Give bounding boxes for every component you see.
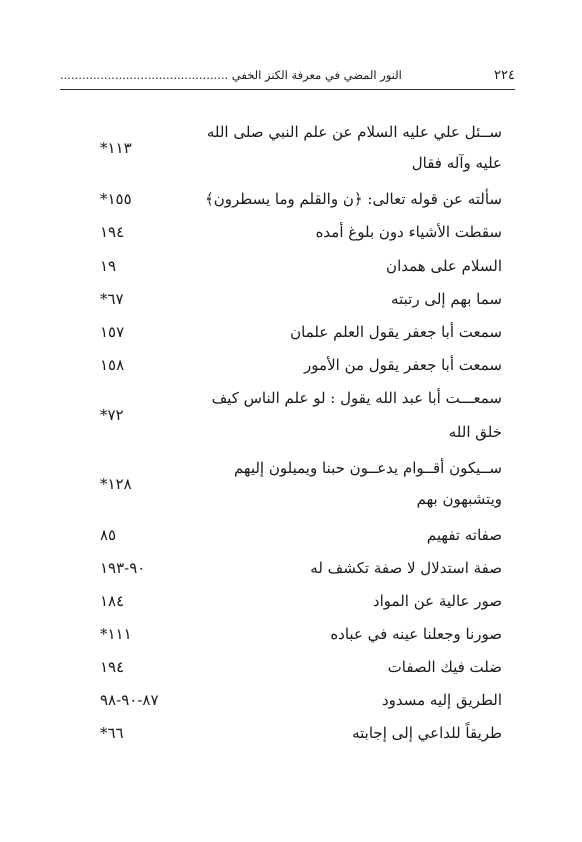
index-entry: [100, 718, 502, 749]
entry-pages: ١١١*: [100, 625, 132, 643]
entry-pages: ١٩: [100, 257, 117, 275]
index-entry: [100, 317, 502, 348]
entry-pages: ١٩٤: [100, 658, 125, 676]
entry-text-line: سمعـــت أبا عبد الله يقول : لو علم الناس كيف: [211, 389, 502, 407]
index-entry: [100, 117, 502, 179]
entry-pages: ١٥٧: [100, 323, 125, 341]
entry-text-line: صفة استدلال لا صفة تكشف له: [310, 559, 502, 577]
entry-text-line: سألته عن قوله تعالى: ﴿ن والقلم وما يسطرون﴾: [204, 190, 502, 208]
entry-pages: ٨٥: [100, 526, 117, 544]
entry-text-line: صور عالية عن المواد: [372, 592, 502, 610]
entry-text-line: عليه وآله فقال: [411, 154, 502, 172]
entry-text-line: صورنا وجعلنا عينه في عباده: [330, 625, 502, 643]
entry-pages: ٨٧-٩٠-٩٨: [100, 691, 159, 709]
entry-text-line: ســيكون أقــوام يدعــون حبنا ويميلون إليهم: [233, 459, 502, 477]
running-title: النور المضي في معرفة الكنز الخفي ..............................................: [60, 68, 402, 82]
entry-text-line: السلام على همدان: [386, 257, 502, 275]
entry-pages: ١١٣*: [100, 139, 132, 157]
page-number: ٢٢٤: [494, 67, 515, 83]
index-entry: [100, 652, 502, 683]
index-entry: [100, 251, 502, 282]
index-entry: [100, 184, 502, 215]
entry-pages: ١٥٥*: [100, 190, 132, 208]
index-entry: [100, 685, 502, 716]
entry-text-line: سمعت أبا جعفر يقول العلم علمان: [290, 323, 502, 341]
entry-pages: ٩٠-١٩٣: [100, 559, 146, 577]
index-entry: [100, 553, 502, 584]
entry-pages: ٧٢*: [100, 406, 124, 424]
index-entry: [100, 217, 502, 248]
entry-text-line: صفاته تفهيم: [426, 526, 502, 544]
index-entry: [100, 453, 502, 515]
entry-text-line: ضلت فيك الصفات: [387, 658, 502, 676]
entry-pages: ١٩٤: [100, 223, 125, 241]
entry-text-line: سقطت الأشياء دون بلوغ أمده: [315, 223, 502, 241]
entry-text-line: خلق الله: [448, 423, 502, 441]
index-entry: [100, 586, 502, 617]
index-entry: [100, 284, 502, 315]
index-entry: [100, 383, 502, 445]
entry-text-line: الطريق إليه مسدود: [381, 691, 502, 709]
entry-text-line: سما بهم إلى رتبته: [391, 290, 502, 308]
entry-pages: ١٥٨: [100, 356, 125, 374]
entry-text-line: طريقاً للداعي إلى إجابته: [352, 724, 502, 742]
entry-text-line: سمعت أبا جعفر يقول من الأمور: [304, 356, 502, 374]
entry-pages: ١٢٨*: [100, 475, 132, 493]
entry-pages: ١٨٤: [100, 592, 125, 610]
index-entry: [100, 619, 502, 650]
index-entry: [100, 520, 502, 551]
index-entry: [100, 350, 502, 381]
entry-text-line: ويتشبهون بهم: [416, 490, 502, 508]
entry-text-line: ســئل علي عليه السلام عن علم النبي صلى الله: [206, 123, 502, 141]
entry-pages: ٦٧*: [100, 290, 124, 308]
entry-pages: ٦٦*: [100, 724, 124, 742]
